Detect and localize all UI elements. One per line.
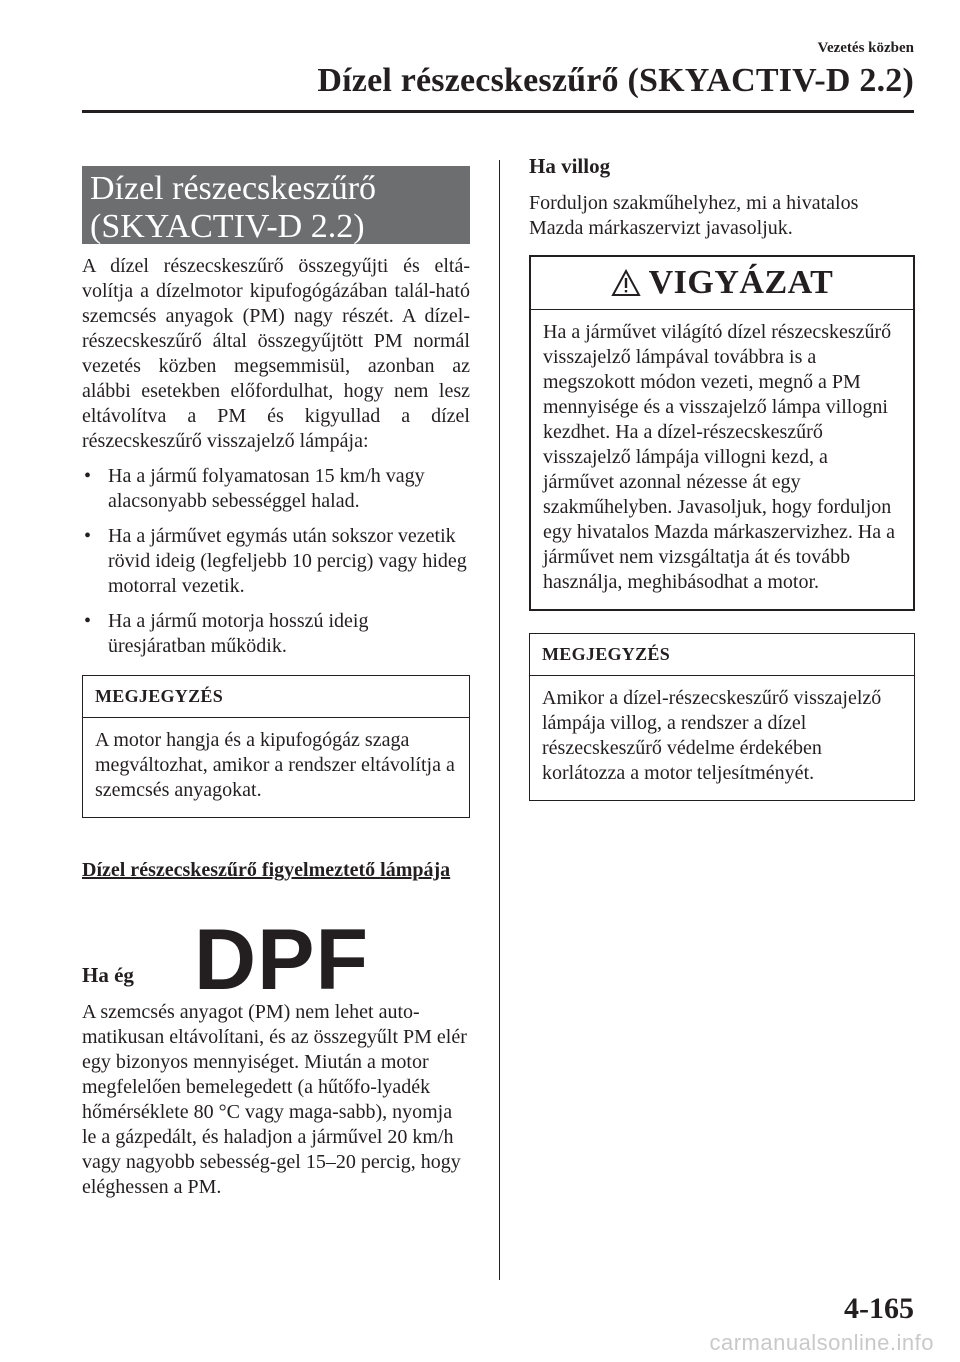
condition-list: [82, 464, 470, 659]
note-box-right: [529, 633, 915, 801]
bullet-icon: •: [84, 525, 92, 547]
list-item-text: Ha a jármű folyamatosan 15 km/h vagy alacsonyabb sebességgel halad.: [108, 465, 425, 512]
warning-triangle-icon: [611, 269, 641, 297]
column-divider: [499, 160, 500, 1280]
header-rule: [82, 110, 914, 113]
watermark: carmanualsonline.info: [709, 1330, 934, 1355]
note-text: Amikor a dízel-részecskeszűrő visszajelző lámpája villog, a rendszer a dízel részecskeszűrő védelme érdekében korlátozza a motor teljesítményét.: [542, 687, 882, 784]
banner-title-line-2: (SKYACTIV-D 2.2): [90, 208, 365, 245]
dpf-warning-symbol: DPF: [194, 912, 369, 1008]
on-state-heading: Ha ég: [82, 963, 134, 987]
caution-box: [529, 255, 915, 611]
list-item: [82, 609, 470, 659]
blink-state-text: Forduljon szakműhelyhez, mi a hivatalos Mazda márkaszervizt javasoljuk.: [529, 192, 859, 239]
right-column: [529, 154, 915, 801]
bullet-icon: •: [84, 610, 92, 632]
on-state-text: A szemcsés anyagot (PM) nem lehet auto-matikusan eltávolítani, és az összegyűlt PM elér egy bizonyos mennyiséget. Miután a motor megfelelően bemelegedett (a hűtőfo-lyadék hőmérséklete 80 °C vagy maga-sabb), nyomja le a gázpedált, és haladjon a járművel 20 km/h vagy nagyobb sebesség-gel 15–20 percig, hogy eléghessen a PM.: [82, 1001, 467, 1198]
banner-title-line-1: Dízel részecskeszűrő: [90, 170, 377, 207]
left-column: [82, 166, 470, 1200]
chapter-label: Vezetés közben: [817, 40, 914, 56]
note-heading: MEGJEGYZÉS: [530, 634, 914, 676]
list-item-text: Ha a járművet egymás után sokszor vezetik rövid ideig (legfeljebb 10 percig) vagy hideg motorral vezetik.: [108, 525, 467, 597]
list-item: [82, 464, 470, 514]
warning-light-heading: Dízel részecskeszűrő figyelmeztető lámpája: [82, 859, 451, 881]
note-box-left: [82, 675, 470, 818]
bullet-icon: •: [84, 465, 92, 487]
list-item: [82, 524, 470, 599]
intro-paragraph: A dízel részecskeszűrő összegyűjti és eltá-volítja a dízelmotor kipufogógázában talál-ható szemcsés anyagok (PM) nagy részét. A dízel-részecskeszűrő által összegyűjtött PM normál vezetés közben megsemmisül, azonban az alábbi esetekben előfordulhat, hogy nem lesz eltávolítva a PM és kigyullad a dízel részecskeszűrő visszajelző lámpája:: [82, 255, 470, 452]
note-text: A motor hangja és a kipufogógáz szaga megváltozhat, amikor a rendszer eltávolítja a szemcsés anyagokat.: [95, 729, 455, 801]
note-heading: MEGJEGYZÉS: [83, 676, 469, 718]
list-item-text: Ha a jármű motorja hosszú ideig üresjáratban működik.: [108, 610, 369, 657]
caution-header: [531, 257, 913, 310]
page-number: 4-165: [844, 1292, 914, 1325]
section-title: Dízel részecskeszűrő (SKYACTIV-D 2.2): [317, 62, 914, 99]
section-banner: [82, 166, 470, 244]
caution-heading: VIGYÁZAT: [648, 264, 834, 301]
caution-text: Ha a járművet világító dízel részecskeszűrő visszajelző lámpával továbbra is a megszokott módon vezeti, megnő a PM mennyisége és a visszajelző lámpa villogni kezdhet. Ha a dízel-részecskeszűrő visszajelző lámpája villogni kezd, a járművet azonnal nézesse át egy szakműhelyben. Javasoljuk, hogy forduljon egy hivatalos Mazda márkaszervizhez. Ha a járművet nem vizsgáltatja át és tovább használja, meghibásodhat a motor.: [543, 321, 896, 593]
blink-state-heading: Ha villog: [529, 154, 611, 178]
